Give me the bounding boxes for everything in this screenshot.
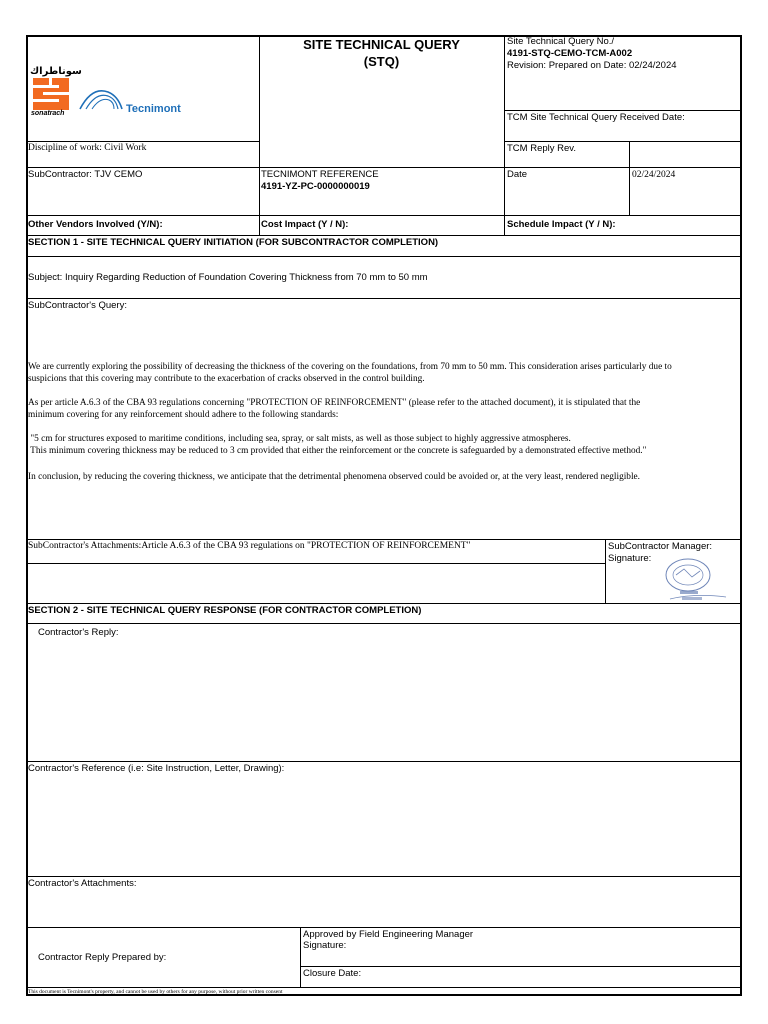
subject-line: Subject: Inquiry Regarding Reduction of Foundation Covering Thickness from 70 mm to 50 mm [28, 272, 428, 283]
grid-line [26, 167, 742, 168]
grid-line [26, 927, 742, 928]
grid-line [26, 298, 742, 299]
grid-line [26, 141, 259, 142]
text-line: In conclusion, by reducing the covering thickness, we anticipate that the detrimental phenomena observed could be avoided or, at the very least, rendered negligible. [28, 472, 640, 482]
text-line: This minimum covering thickness may be reduced to 3 cm provided that either the reinforcement or the concrete is safeguarded by a demonstrated effective method." [28, 446, 647, 456]
subcontractor-field: SubContractor: TJV CEMO [28, 169, 143, 180]
page-title: SITE TECHNICAL QUERY [303, 37, 460, 52]
section1-title: SECTION 1 - SITE TECHNICAL QUERY INITIATION (FOR SUBCONTRACTOR COMPLETION) [28, 237, 439, 248]
approved-by-label: Approved by Field Engineering Manager [303, 929, 474, 940]
grid-line [26, 539, 742, 540]
grid-line [629, 141, 630, 215]
page-subtitle: (STQ) [363, 54, 400, 69]
tecnimont-logo-icon [78, 88, 124, 110]
sonatrach-arabic-text: سوناطراك [30, 66, 82, 77]
discipline-field: Discipline of work: Civil Work [28, 143, 147, 153]
cost-impact-field: Cost Impact (Y / N): [261, 219, 349, 230]
text-line: As per article A.6.3 of the CBA 93 regulations concerning "PROTECTION OF REINFORCEMENT" (please refer to the attached document), it is stipulated that the [28, 398, 641, 408]
closure-date-label: Closure Date: [303, 968, 362, 979]
grid-line [605, 539, 606, 603]
stq-number-label: Site Technical Query No./ [507, 36, 615, 47]
schedule-impact-field: Schedule Impact (Y / N): [507, 219, 616, 230]
stq-number: 4191-STQ-CEMO-TCM-A002 [507, 48, 633, 59]
tecnimont-reference: 4191-YZ-PC-0000000019 [261, 181, 370, 192]
grid-line [26, 761, 742, 762]
sonatrach-logo-icon [33, 78, 69, 110]
grid-line [505, 141, 742, 142]
grid-line [26, 987, 742, 988]
grid-line [26, 215, 742, 216]
text-line: minimum covering for any reinforcement should adhere to the following standards: [28, 410, 339, 420]
text-line: "5 cm for structures exposed to maritime conditions, including sea, spray, or salt mists, as well as those subject to highly aggressive atmospheres. [28, 434, 571, 444]
reply-prepared-by-label: Contractor Reply Prepared by: [38, 952, 167, 963]
contractor-attachments-label: Contractor's Attachments: [28, 878, 137, 889]
tcm-received-date-label: TCM Site Technical Query Received Date: [507, 112, 685, 123]
tecnimont-reference-label: TECNIMONT REFERENCE [261, 169, 379, 180]
contractor-reply-label: Contractor's Reply: [38, 627, 119, 638]
query-paragraph-4 [28, 471, 740, 483]
subcontractor-manager-label: SubContractor Manager: [608, 541, 713, 552]
other-vendors-field: Other Vendors Involved (Y/N): [28, 219, 163, 230]
text-line: suspicions that this covering may contribute to the exacerbation of cracks observed in the control building. [28, 374, 425, 384]
grid-line [26, 235, 742, 236]
grid-line [26, 876, 742, 877]
date-value: 02/24/2024 [632, 170, 676, 180]
query-paragraph-2 [28, 397, 740, 421]
tcm-reply-rev-label: TCM Reply Rev. [507, 143, 576, 154]
query-paragraph-3 [28, 433, 740, 457]
query-paragraph-1 [28, 361, 740, 385]
grid-line [300, 927, 301, 987]
grid-line [26, 603, 742, 604]
signature-label: Signature: [608, 553, 652, 564]
subcontractor-query-label: SubContractor's Query: [28, 300, 127, 311]
grid-line [26, 563, 606, 564]
grid-line [26, 623, 742, 624]
date-label: Date [507, 169, 528, 180]
text-line: We are currently exploring the possibility of decreasing the thickness of the covering on the foundations, from 70 mm to 50 mm. This consideration arises particularly due to [28, 362, 672, 372]
subcontractor-attachments: SubContractor's Attachments:Article A.6.3 of the CBA 93 regulations on "PROTECTION OF REINFORCEMENT" [28, 541, 471, 551]
revision-date: Revision: Prepared on Date: 02/24/2024 [507, 60, 677, 71]
grid-line [300, 966, 742, 967]
logo-area [30, 66, 190, 122]
grid-line [26, 256, 742, 257]
footer-note: This document is Tecnimont's property, and cannot be used by others for any purpose, without prior written consent [28, 989, 283, 995]
contractor-reference-label: Contractor's Reference (i.e: Site Instruction, Letter, Drawing): [28, 763, 285, 774]
section2-title: SECTION 2 - SITE TECHNICAL QUERY RESPONSE (FOR CONTRACTOR COMPLETION) [28, 605, 422, 616]
tecnimont-wordmark: Tecnimont [126, 103, 181, 115]
sonatrach-wordmark: sonatrach [31, 110, 65, 117]
company-stamp-icon [660, 555, 730, 603]
approved-signature-label: Signature: [303, 940, 347, 951]
grid-line [504, 35, 505, 235]
grid-line [505, 110, 742, 111]
